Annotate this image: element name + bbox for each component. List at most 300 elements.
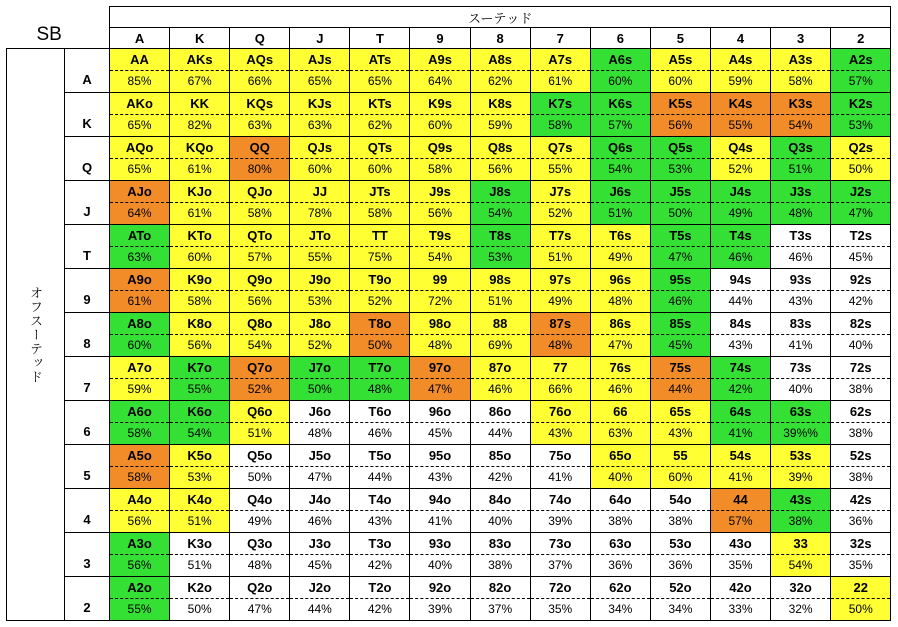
equity-value: 42% xyxy=(367,602,392,616)
hand-cell xyxy=(470,445,530,489)
equity-value: 59% xyxy=(127,382,152,396)
equity-value: 59% xyxy=(488,118,513,132)
hand-label: K8s xyxy=(471,93,530,115)
equity-value: 65% xyxy=(307,74,332,88)
hand-cell xyxy=(650,269,710,313)
hand-label: J5s xyxy=(651,181,710,203)
hand-label: K2o xyxy=(170,577,229,599)
hand-cell xyxy=(290,357,350,401)
equity-value: 80% xyxy=(247,162,272,176)
hand-label: 95o xyxy=(410,445,469,467)
equity-value: 48% xyxy=(247,558,272,572)
hand-label: 97o xyxy=(410,357,469,379)
equity-value: 55% xyxy=(127,602,152,616)
hand-label: K5s xyxy=(651,93,710,115)
hand-cell xyxy=(230,181,290,225)
hand-cell xyxy=(230,137,290,181)
equity-value: 56% xyxy=(668,118,693,132)
equity-value: 60% xyxy=(187,250,212,264)
hand-label: J2s xyxy=(831,181,890,203)
equity-value: 47% xyxy=(848,206,873,220)
row-header-6: 6 xyxy=(65,401,110,445)
equity-value: 50% xyxy=(247,470,272,484)
equity-value: 43% xyxy=(788,294,813,308)
hand-cell xyxy=(110,313,170,357)
hand-cell xyxy=(110,489,170,533)
equity-value: 43% xyxy=(548,426,573,440)
hand-label: 92o xyxy=(410,577,469,599)
hand-cell xyxy=(170,93,230,137)
equity-value: 50% xyxy=(848,162,873,176)
hand-label: 75o xyxy=(531,445,590,467)
column-header-row xyxy=(7,28,891,49)
hand-cell xyxy=(831,49,891,93)
hand-label: 77 xyxy=(531,357,590,379)
equity-value: 51% xyxy=(247,426,272,440)
hand-cell xyxy=(230,577,290,621)
equity-value: 85% xyxy=(127,74,152,88)
hand-label: T4o xyxy=(350,489,409,511)
hand-label: K4s xyxy=(711,93,770,115)
hand-cell xyxy=(230,313,290,357)
table-row xyxy=(7,313,891,357)
hand-cell xyxy=(470,533,530,577)
hand-cell xyxy=(410,137,470,181)
equity-value: 40% xyxy=(428,558,453,572)
hand-cell xyxy=(530,489,590,533)
equity-value: 33% xyxy=(728,602,753,616)
equity-value: 38% xyxy=(488,558,513,572)
hand-cell xyxy=(590,577,650,621)
hand-cell xyxy=(590,181,650,225)
hand-label: A5s xyxy=(651,49,710,71)
equity-value: 65% xyxy=(127,162,152,176)
hand-label: 42o xyxy=(711,577,770,599)
equity-value: 35% xyxy=(728,558,753,572)
hand-cell xyxy=(410,181,470,225)
table-row xyxy=(7,357,891,401)
table-row xyxy=(7,401,891,445)
suited-axis-label: スーテッド xyxy=(110,7,891,28)
equity-value: 43% xyxy=(668,426,693,440)
hand-cell xyxy=(410,93,470,137)
hand-cell xyxy=(831,93,891,137)
hand-cell xyxy=(110,137,170,181)
equity-value: 41% xyxy=(788,338,813,352)
hand-label: 94o xyxy=(410,489,469,511)
hand-cell xyxy=(710,49,770,93)
hand-label: QJs xyxy=(290,137,349,159)
equity-value: 44% xyxy=(307,602,332,616)
hand-cell xyxy=(350,225,410,269)
hand-label: KJo xyxy=(170,181,229,203)
hand-cell xyxy=(170,313,230,357)
hand-label: Q2s xyxy=(831,137,890,159)
hand-label: 74s xyxy=(711,357,770,379)
row-header-8: 8 xyxy=(65,313,110,357)
hand-label: 43s xyxy=(771,489,830,511)
hand-label: 87s xyxy=(531,313,590,335)
column-header-2: 2 xyxy=(831,28,891,49)
hand-cell xyxy=(470,489,530,533)
hand-label: K7o xyxy=(170,357,229,379)
hand-cell xyxy=(350,445,410,489)
equity-value: 50% xyxy=(668,206,693,220)
equity-value: 57% xyxy=(247,250,272,264)
hand-cell xyxy=(470,93,530,137)
hand-cell xyxy=(650,357,710,401)
hand-cell xyxy=(410,357,470,401)
hand-label: A6s xyxy=(591,49,650,71)
equity-value: 60% xyxy=(608,74,633,88)
equity-value: 44% xyxy=(668,382,693,396)
hand-cell xyxy=(771,49,831,93)
hand-label: T5s xyxy=(651,225,710,247)
hand-cell xyxy=(230,489,290,533)
hand-cell xyxy=(710,225,770,269)
equity-value: 36% xyxy=(848,514,873,528)
hand-cell xyxy=(590,225,650,269)
hand-label: 73o xyxy=(531,533,590,555)
hand-cell xyxy=(530,137,590,181)
hand-cell xyxy=(470,49,530,93)
hand-label: J2o xyxy=(290,577,349,599)
hand-label: KQo xyxy=(170,137,229,159)
hand-label: 93s xyxy=(771,269,830,291)
hand-cell xyxy=(170,533,230,577)
row-header-7: 7 xyxy=(65,357,110,401)
equity-value: 36% xyxy=(668,558,693,572)
equity-value: 39%% xyxy=(783,426,818,440)
equity-value: 46% xyxy=(307,514,332,528)
equity-value: 38% xyxy=(608,514,633,528)
hand-label: 73s xyxy=(771,357,830,379)
equity-value: 48% xyxy=(367,382,392,396)
table-row xyxy=(7,533,891,577)
hand-cell xyxy=(831,137,891,181)
hand-cell xyxy=(470,269,530,313)
hand-cell xyxy=(110,269,170,313)
hand-label: K2s xyxy=(831,93,890,115)
hand-label: A2o xyxy=(110,577,169,599)
hand-label: 94s xyxy=(711,269,770,291)
hand-cell xyxy=(771,269,831,313)
column-header-5: 5 xyxy=(650,28,710,49)
hand-label: 54s xyxy=(711,445,770,467)
equity-value: 41% xyxy=(428,514,453,528)
hand-label: 63s xyxy=(771,401,830,423)
hand-label: 64o xyxy=(591,489,650,511)
hand-cell xyxy=(650,489,710,533)
equity-value: 50% xyxy=(367,338,392,352)
equity-value: 56% xyxy=(127,558,152,572)
table-row xyxy=(7,137,891,181)
equity-value: 41% xyxy=(548,470,573,484)
equity-value: 50% xyxy=(307,382,332,396)
equity-value: 72% xyxy=(428,294,453,308)
equity-value: 49% xyxy=(548,294,573,308)
equity-value: 61% xyxy=(187,206,212,220)
hand-label: 75s xyxy=(651,357,710,379)
equity-value: 58% xyxy=(127,426,152,440)
hand-label: T8o xyxy=(350,313,409,335)
hand-cell xyxy=(350,181,410,225)
equity-value: 49% xyxy=(728,206,753,220)
hand-cell xyxy=(771,357,831,401)
equity-value: 56% xyxy=(428,206,453,220)
hand-cell xyxy=(710,401,770,445)
hand-label: ATs xyxy=(350,49,409,71)
hand-cell xyxy=(110,357,170,401)
hand-cell xyxy=(350,49,410,93)
hand-cell xyxy=(350,313,410,357)
equity-value: 58% xyxy=(127,470,152,484)
hand-label: A7o xyxy=(110,357,169,379)
hand-cell xyxy=(470,313,530,357)
hand-label: 65o xyxy=(591,445,650,467)
hand-label: AKo xyxy=(110,93,169,115)
hand-label: 53s xyxy=(771,445,830,467)
equity-value: 50% xyxy=(848,602,873,616)
hand-label: AKs xyxy=(170,49,229,71)
hand-cell xyxy=(350,269,410,313)
hand-cell xyxy=(771,533,831,577)
hand-cell xyxy=(230,357,290,401)
equity-value: 40% xyxy=(608,470,633,484)
equity-value: 35% xyxy=(548,602,573,616)
hand-label: J8s xyxy=(471,181,530,203)
row-header-5: 5 xyxy=(65,445,110,489)
hand-cell xyxy=(350,577,410,621)
hand-cell xyxy=(350,137,410,181)
equity-value: 54% xyxy=(488,206,513,220)
equity-value: 54% xyxy=(788,558,813,572)
hand-label: T6s xyxy=(591,225,650,247)
hand-label: T7s xyxy=(531,225,590,247)
column-header-8: 8 xyxy=(470,28,530,49)
hand-label: T9s xyxy=(410,225,469,247)
equity-value: 58% xyxy=(187,294,212,308)
hand-cell xyxy=(410,445,470,489)
hand-cell xyxy=(110,533,170,577)
hand-label: J9s xyxy=(410,181,469,203)
equity-value: 49% xyxy=(608,250,633,264)
equity-value: 66% xyxy=(548,382,573,396)
equity-value: 46% xyxy=(367,426,392,440)
hand-label: J9o xyxy=(290,269,349,291)
hand-cell xyxy=(650,181,710,225)
equity-value: 75% xyxy=(367,250,392,264)
hand-label: T3s xyxy=(771,225,830,247)
hand-cell xyxy=(410,401,470,445)
hand-cell xyxy=(410,269,470,313)
hand-cell xyxy=(650,225,710,269)
hand-label: Q3o xyxy=(230,533,289,555)
hand-cell xyxy=(350,489,410,533)
hand-cell xyxy=(350,401,410,445)
hand-cell xyxy=(410,489,470,533)
hand-cell xyxy=(590,401,650,445)
hand-cell xyxy=(771,445,831,489)
hand-cell xyxy=(530,357,590,401)
hand-label: Q5s xyxy=(651,137,710,159)
equity-value: 46% xyxy=(728,250,753,264)
hand-label: T9o xyxy=(350,269,409,291)
hand-label: 62s xyxy=(831,401,890,423)
hand-label: T4s xyxy=(711,225,770,247)
hand-label: J7s xyxy=(531,181,590,203)
equity-value: 45% xyxy=(848,250,873,264)
table-row xyxy=(7,225,891,269)
hand-cell xyxy=(831,313,891,357)
equity-value: 53% xyxy=(187,470,212,484)
hand-cell xyxy=(771,137,831,181)
hand-label: A3o xyxy=(110,533,169,555)
equity-value: 58% xyxy=(247,206,272,220)
hand-cell xyxy=(650,93,710,137)
hand-label: 72s xyxy=(831,357,890,379)
hand-label: 87o xyxy=(471,357,530,379)
hand-cell xyxy=(230,269,290,313)
hand-cell xyxy=(290,489,350,533)
hand-cell xyxy=(771,313,831,357)
equity-value: 49% xyxy=(247,514,272,528)
equity-value: 46% xyxy=(488,382,513,396)
hand-cell xyxy=(350,533,410,577)
hand-label: 83o xyxy=(471,533,530,555)
equity-value: 36% xyxy=(608,558,633,572)
equity-value: 56% xyxy=(488,162,513,176)
equity-value: 47% xyxy=(608,338,633,352)
hand-cell xyxy=(350,93,410,137)
hand-label: A9o xyxy=(110,269,169,291)
equity-value: 56% xyxy=(247,294,272,308)
hand-label: 65s xyxy=(651,401,710,423)
hand-cell xyxy=(170,577,230,621)
hand-label: 32o xyxy=(771,577,830,599)
equity-value: 55% xyxy=(548,162,573,176)
hand-label: 42s xyxy=(831,489,890,511)
row-header-J: J xyxy=(65,181,110,225)
hand-cell xyxy=(590,313,650,357)
column-header-9: 9 xyxy=(410,28,470,49)
hand-label: K7s xyxy=(531,93,590,115)
equity-value: 40% xyxy=(488,514,513,528)
hand-cell xyxy=(771,489,831,533)
hand-cell xyxy=(170,401,230,445)
hand-label: 63o xyxy=(591,533,650,555)
equity-value: 43% xyxy=(428,470,453,484)
equity-value: 58% xyxy=(367,206,392,220)
hand-cell xyxy=(170,269,230,313)
hand-cell xyxy=(710,489,770,533)
hand-label: 86o xyxy=(471,401,530,423)
equity-value: 44% xyxy=(728,294,753,308)
hand-cell xyxy=(771,225,831,269)
hand-cell xyxy=(710,93,770,137)
equity-value: 60% xyxy=(668,74,693,88)
hand-cell xyxy=(290,445,350,489)
hand-cell xyxy=(230,445,290,489)
hand-label: AA xyxy=(110,49,169,71)
equity-value: 63% xyxy=(608,426,633,440)
equity-value: 65% xyxy=(127,118,152,132)
hand-cell xyxy=(290,137,350,181)
hand-cell xyxy=(170,225,230,269)
hand-cell xyxy=(170,489,230,533)
hand-cell xyxy=(771,401,831,445)
hand-label: 98s xyxy=(471,269,530,291)
hand-label: 82s xyxy=(831,313,890,335)
equity-value: 61% xyxy=(187,162,212,176)
hand-label: J6s xyxy=(591,181,650,203)
hand-label: J4o xyxy=(290,489,349,511)
hand-label: TT xyxy=(350,225,409,247)
hand-label: 43o xyxy=(711,533,770,555)
equity-value: 51% xyxy=(548,250,573,264)
hand-cell xyxy=(650,49,710,93)
hand-cell xyxy=(590,445,650,489)
equity-value: 38% xyxy=(788,514,813,528)
hand-label: 53o xyxy=(651,533,710,555)
hand-label: K3o xyxy=(170,533,229,555)
row-header-9: 9 xyxy=(65,269,110,313)
hand-cell xyxy=(530,269,590,313)
table-row xyxy=(7,181,891,225)
hand-label: Q2o xyxy=(230,577,289,599)
hand-label: 98o xyxy=(410,313,469,335)
hand-cell xyxy=(590,489,650,533)
equity-value: 38% xyxy=(848,382,873,396)
equity-value: 48% xyxy=(788,206,813,220)
hand-label: 64s xyxy=(711,401,770,423)
hand-label: 72o xyxy=(531,577,590,599)
hand-label: 74o xyxy=(531,489,590,511)
equity-value: 48% xyxy=(307,426,332,440)
hand-cell xyxy=(650,533,710,577)
hand-cell xyxy=(831,181,891,225)
hand-cell xyxy=(170,357,230,401)
hand-label: 93o xyxy=(410,533,469,555)
hand-label: 97s xyxy=(531,269,590,291)
hand-cell xyxy=(110,93,170,137)
hand-cell xyxy=(230,533,290,577)
hand-cell xyxy=(590,137,650,181)
hand-label: 85o xyxy=(471,445,530,467)
hand-label: AQs xyxy=(230,49,289,71)
equity-value: 60% xyxy=(367,162,392,176)
table-row xyxy=(7,93,891,137)
equity-value: 63% xyxy=(127,250,152,264)
column-header-T: T xyxy=(350,28,410,49)
table-row xyxy=(7,489,891,533)
column-header-Q: Q xyxy=(230,28,290,49)
hand-label: J8o xyxy=(290,313,349,335)
hand-cell xyxy=(590,269,650,313)
hand-cell xyxy=(530,93,590,137)
hand-label: 52s xyxy=(831,445,890,467)
column-header-3: 3 xyxy=(771,28,831,49)
hand-cell xyxy=(530,401,590,445)
hand-label: QTo xyxy=(230,225,289,247)
hand-label: T7o xyxy=(350,357,409,379)
hand-cell xyxy=(110,225,170,269)
equity-value: 60% xyxy=(668,470,693,484)
hand-label: A8s xyxy=(471,49,530,71)
equity-value: 60% xyxy=(127,338,152,352)
equity-value: 62% xyxy=(367,118,392,132)
equity-value: 62% xyxy=(488,74,513,88)
